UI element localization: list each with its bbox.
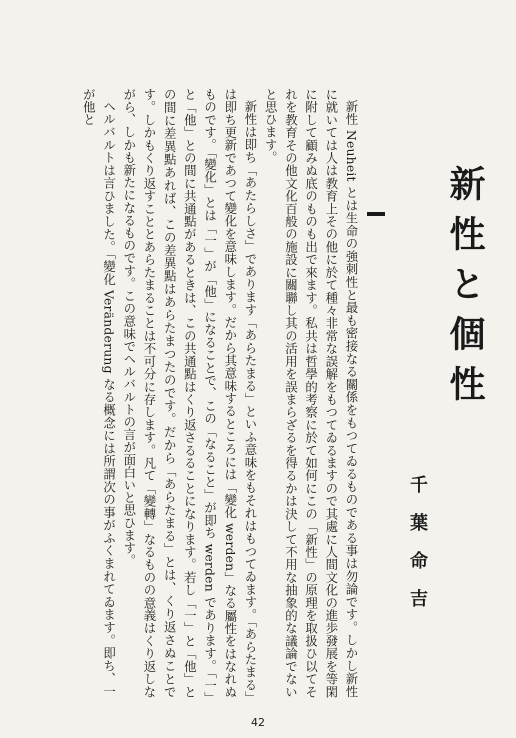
paragraph-1: 新性 Neuheit とは生命の強刺性と最も密接なる關係をもつてゐるものである事は勿論です。しかし新性に就いては人は教育上その他に於て種々非常な誤解をもつてゐるますので其處に人間文化の進歩發展を等閑に附して顧みぬ底のものも出で來ます。私共は哲學的考察に於て如何にこの「新性」の原理を取扱ひ以てそれを教育その他文化百般の施設に關聯し其の活用を誤まらざるを得るかは決して不用な抽象的な議論でないと思ひます。	[263, 88, 359, 698]
body-text	[78, 88, 361, 698]
paragraph-2: 新性は即ち「あたらしさ」であります「あらたまる」といふ意味をもそれはもつてゐます。「あらたまる」は即ち更新であつて變化を意味します。だから其意味するところには「變化 werden」なる屬性をはなれぬものです。「變化」とは「一」が「他」になることで、この「なること」が即ち werden であります。「一」と「他」との間に共通點があるときは、この共通點はくり返さるることになります。若し「一」と「他」との間に差異點あれば、この差異點はあらたまつたのです。だから「あらたまる」とは、くり返さぬことです。しかもくり返すこととあらたまることは不可分に存します。凡て「變轉」なるものの意義はくり返しながら、しかも新たになるものです。この意味でヘルバルトの言が面白いと思ひます。	[121, 88, 258, 698]
author-name: 千葉命吉	[407, 475, 428, 627]
section-number-mark	[367, 212, 385, 216]
page-number: 42	[251, 716, 265, 729]
paragraph-3: ヘルバルトは言ひました。「變化 Veränderung なる概念には所謂次の事がふくまれてゐます。即ち、一が他と	[81, 88, 117, 698]
article-title: 新性と個性	[444, 165, 486, 415]
